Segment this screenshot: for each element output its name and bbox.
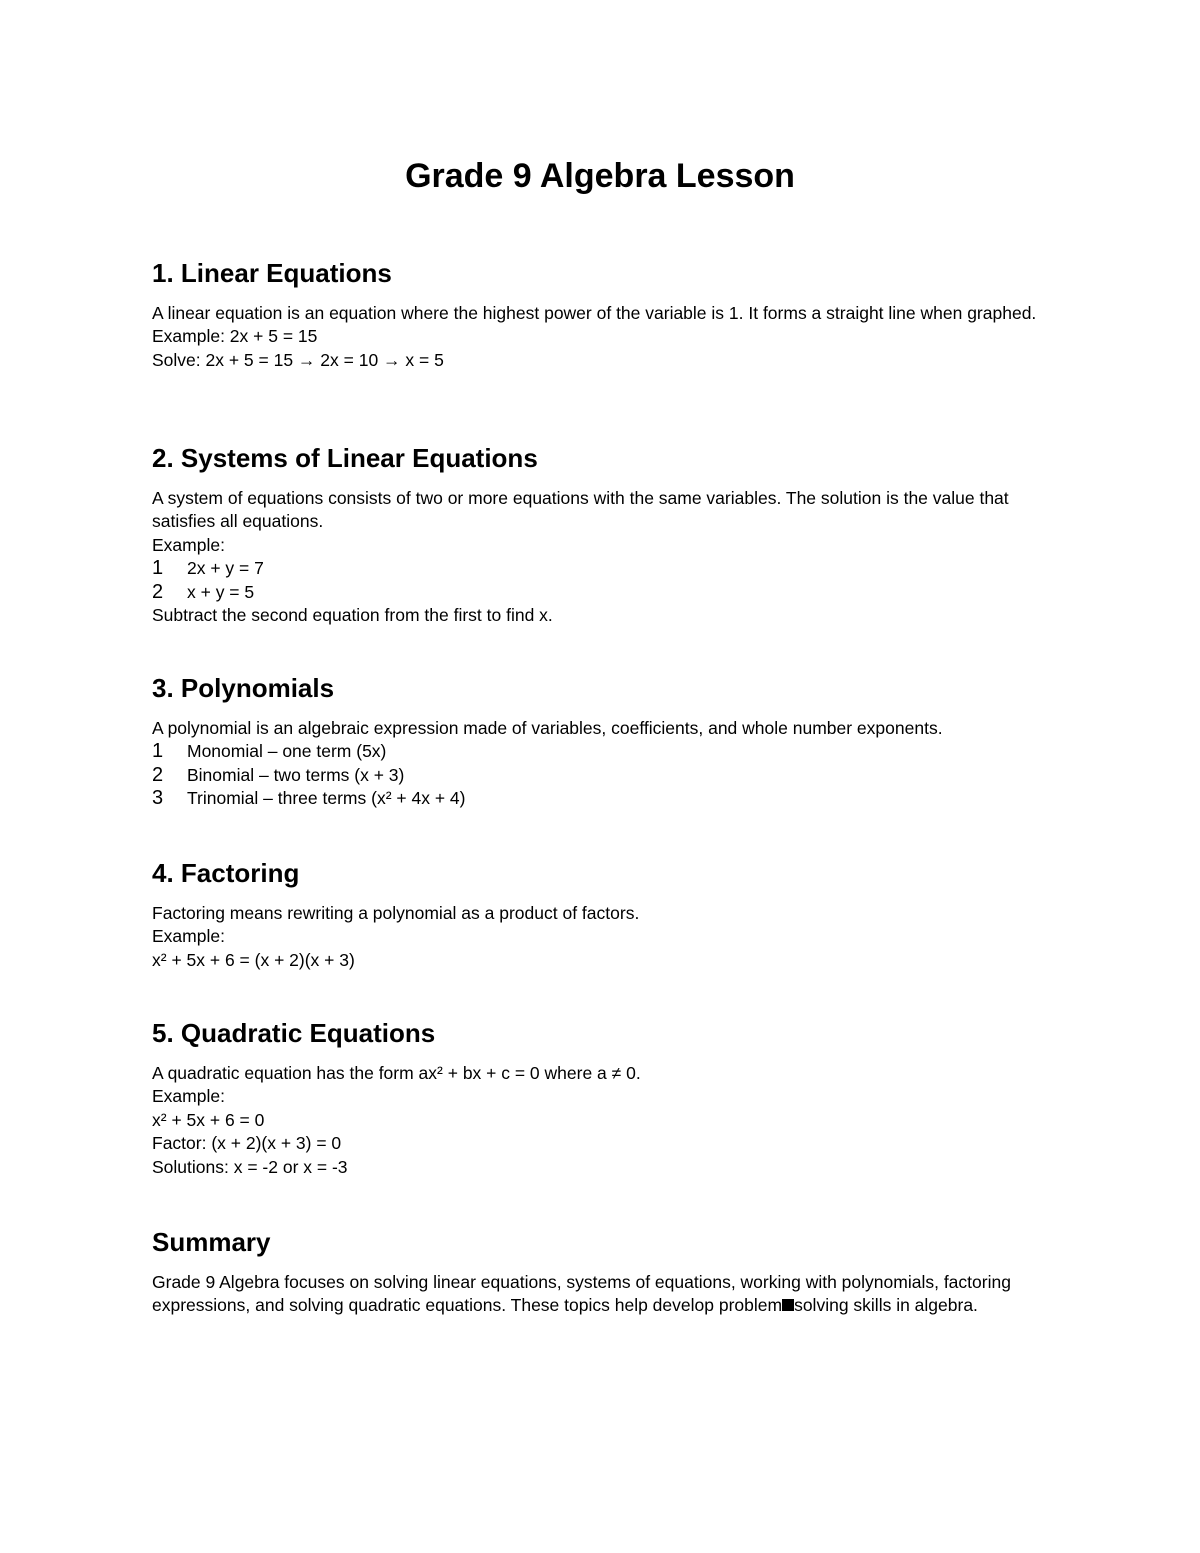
missing-glyph-icon [782,1299,794,1311]
section-heading: Summary [152,1227,271,1257]
solution-line: Solve: 2x + 5 = 15 → 2x = 10 → x = 5 [152,349,444,370]
factor-line: Factor: (x + 2)(x + 3) = 0 [152,1133,342,1154]
section-quadratic-equations [152,1016,1052,1179]
list-text: Binomial – two terms (x + 3) [187,764,405,785]
section-systems-of-equations [152,441,1052,627]
paragraph: Subtract the second equation from the first to find x. [152,605,553,626]
paragraph: Factoring means rewriting a polynomial as a product of factors. [152,903,640,923]
section-polynomials [152,671,1052,811]
list-item [152,764,1052,787]
section-heading: 2. Systems of Linear Equations [152,443,538,473]
summary-text-start: Grade 9 Algebra focuses on solving linear equations, systems of equations, working with polynomials, factoring expressions, and solving quadratic equations. These topics help develop problem [152,1272,1016,1316]
document-title: Grade 9 Algebra Lesson [405,157,795,195]
section-factoring [152,856,1052,972]
example-line: x² + 5x + 6 = 0 [152,1109,265,1130]
example-label: Example: [152,1086,225,1107]
list-text: 2x + y = 7 [187,558,264,579]
list-item [152,787,1052,810]
section-linear-equations [152,256,1052,372]
example-label: Example: [152,926,225,947]
summary-paragraph [152,1271,1052,1318]
section-heading: 4. Factoring [152,858,300,888]
example-line: x² + 5x + 6 = (x + 2)(x + 3) [152,949,355,970]
list-text: Monomial – one term (5x) [187,741,387,762]
paragraph: A polynomial is an algebraic expression made of variables, coefficients, and whole number exponents. [152,718,943,738]
paragraph: A quadratic equation has the form ax² + bx + c = 0 where a ≠ 0. [152,1063,641,1083]
list-number: 1 [152,740,164,763]
list-text: Trinomial – three terms (x² + 4x + 4) [187,788,466,809]
example-line: Example: 2x + 5 = 15 [152,326,318,347]
section-heading: 5. Quadratic Equations [152,1018,436,1048]
paragraph: A system of equations consists of two or more equations with the same variables. The solution is the value that satisfies all equations. [152,488,1014,532]
section-summary [152,1225,1052,1318]
list-item [152,557,1052,580]
list-number: 1 [152,557,164,580]
list-text: x + y = 5 [187,581,255,602]
list-item [152,581,1052,604]
summary-text-end: solving skills in algebra. [794,1295,978,1316]
example-label: Example: [152,534,225,555]
paragraph: A linear equation is an equation where the highest power of the variable is 1. It forms a straight line when graphed. [152,303,1037,323]
section-heading: 3. Polynomials [152,673,335,703]
list-number: 2 [152,580,164,603]
section-heading: 1. Linear Equations [152,258,392,288]
solutions-line: Solutions: x = -2 or x = -3 [152,1156,348,1177]
list-number: 2 [152,763,164,786]
list-item [152,740,1052,763]
list-number: 3 [152,787,164,810]
